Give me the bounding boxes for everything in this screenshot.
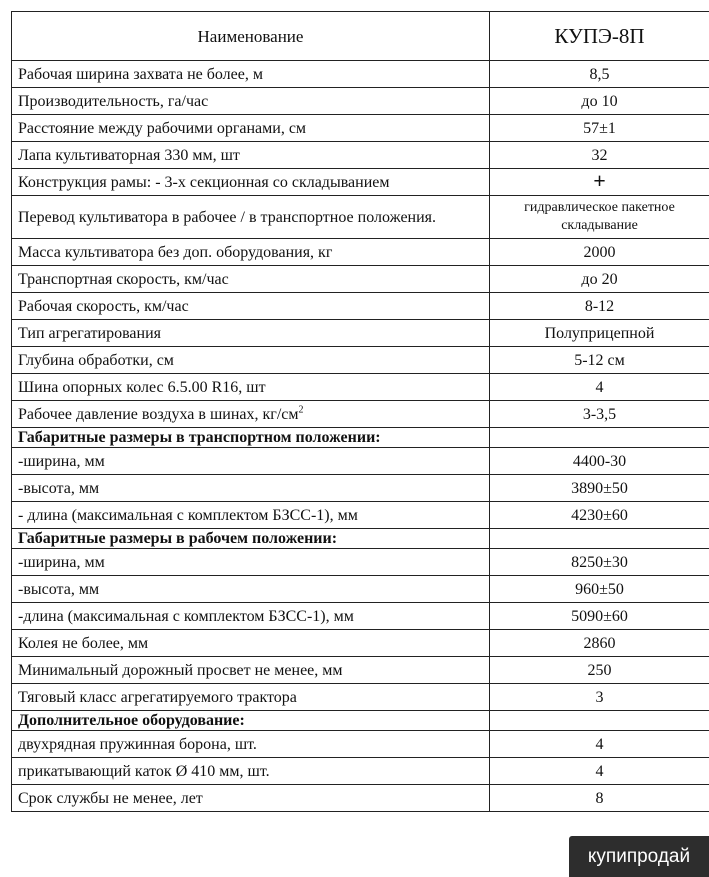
- param-value: 8250±30: [571, 553, 628, 571]
- table-row: [12, 401, 709, 428]
- param-value: 2000: [583, 243, 616, 261]
- table-row: [12, 142, 709, 169]
- param-name: Габаритные размеры в рабочем положении:: [18, 530, 338, 547]
- param-name-cell: [12, 239, 490, 266]
- param-name-cell: [12, 785, 490, 812]
- table-row: [12, 603, 709, 630]
- table-row: [12, 347, 709, 374]
- param-value-cell: [490, 239, 709, 266]
- param-name: -высота, мм: [18, 479, 100, 497]
- section-title: [12, 428, 490, 448]
- param-name: Производительность, га/час: [18, 92, 209, 110]
- param-value: 4: [595, 762, 604, 780]
- param-value: 8: [595, 789, 604, 807]
- table-section-row: [12, 529, 709, 549]
- param-value-cell: [490, 731, 709, 758]
- param-name: - длина (максимальная с комплектом БЗСС-1), мм: [18, 506, 358, 524]
- param-value: 5090±60: [571, 607, 628, 625]
- param-value-cell: [490, 684, 709, 711]
- param-name-cell: [12, 502, 490, 529]
- param-name: -длина (максимальная с комплектом БЗСС-1), мм: [18, 607, 354, 625]
- param-name: Масса культиватора без доп. оборудования, кг: [18, 243, 333, 261]
- table-row: [12, 169, 709, 196]
- param-value-cell: [490, 549, 709, 576]
- param-name: Срок службы не менее, лет: [18, 789, 203, 807]
- param-name: Рабочее давление воздуха в шинах, кг/см: [18, 405, 299, 423]
- param-value-cell: [490, 401, 709, 428]
- param-value-cell: [490, 266, 709, 293]
- section-title: [12, 711, 490, 731]
- param-value-cell: [490, 502, 709, 529]
- param-value-cell: [490, 785, 709, 812]
- param-value-cell: [490, 529, 709, 549]
- param-value: 3890±50: [571, 479, 628, 497]
- param-value-cell: [490, 347, 709, 374]
- param-value: 4: [595, 735, 604, 753]
- param-value-cell: [490, 603, 709, 630]
- param-value: 57±1: [583, 119, 616, 137]
- param-value-cell: [490, 61, 709, 88]
- param-name-cell: [12, 61, 490, 88]
- table-row: [12, 374, 709, 401]
- param-value-cell: [490, 196, 709, 239]
- param-value-cell: [490, 142, 709, 169]
- table-row: [12, 731, 709, 758]
- param-value: 5-12 см: [574, 351, 625, 369]
- spec-table: [11, 11, 709, 812]
- header-name-cell: Наименование: [12, 12, 490, 61]
- param-name-cell: [12, 630, 490, 657]
- param-name: Конструкция рамы: - 3-х секционная со складыванием: [18, 173, 390, 191]
- table-row: [12, 293, 709, 320]
- param-name: Минимальный дорожный просвет не менее, мм: [18, 661, 343, 679]
- param-name-cell: [12, 603, 490, 630]
- watermark-logo: купипродай: [569, 836, 709, 877]
- param-name-cell: [12, 475, 490, 502]
- param-value-cell: [490, 374, 709, 401]
- param-name-cell: [12, 266, 490, 293]
- param-value-cell: [490, 475, 709, 502]
- header-model-cell: КУПЭ-8П: [490, 12, 709, 61]
- param-value-cell: [490, 88, 709, 115]
- table-row: [12, 684, 709, 711]
- param-name: Лапа культиваторная 330 мм, шт: [18, 146, 240, 164]
- param-name-cell: [12, 549, 490, 576]
- param-value-cell: [490, 169, 709, 196]
- param-value: 32: [591, 146, 608, 164]
- param-value-cell: [490, 320, 709, 347]
- param-name: Транспортная скорость, км/час: [18, 270, 229, 288]
- param-value-cell: [490, 657, 709, 684]
- param-name: Глубина обработки, см: [18, 351, 174, 369]
- table-row: [12, 196, 709, 239]
- param-name-cell: [12, 169, 490, 196]
- param-value-cell: [490, 428, 709, 448]
- param-name-cell: [12, 115, 490, 142]
- table-row: [12, 115, 709, 142]
- spec-table-body: [12, 12, 709, 812]
- param-value: 960±50: [575, 580, 624, 598]
- param-name: Габаритные размеры в транспортном положении:: [18, 429, 381, 446]
- param-name-cell: [12, 196, 490, 239]
- param-name-cell: [12, 758, 490, 785]
- param-name-cell: [12, 320, 490, 347]
- param-name: Шина опорных колес 6.5.00 R16, шт: [18, 378, 266, 396]
- param-value: 8-12: [584, 297, 615, 315]
- param-name: Перевод культиватора в рабочее / в транспортное положения.: [18, 208, 437, 226]
- param-value-cell: [490, 758, 709, 785]
- param-name: -ширина, мм: [18, 452, 105, 470]
- table-row: [12, 576, 709, 603]
- table-header-row: [12, 12, 709, 61]
- param-value: Полуприцепной: [544, 324, 655, 342]
- param-value-cell: [490, 115, 709, 142]
- param-name-cell: [12, 88, 490, 115]
- table-row: [12, 549, 709, 576]
- param-value: 250: [587, 661, 612, 679]
- plus-mark: +: [593, 168, 606, 193]
- table-row: [12, 239, 709, 266]
- table-section-row: [12, 711, 709, 731]
- table-row: [12, 657, 709, 684]
- param-name: Рабочая ширина захвата не более, м: [18, 65, 263, 83]
- param-name-cell: [12, 684, 490, 711]
- param-value: 2860: [583, 634, 616, 652]
- param-name: Тип агрегатирования: [18, 324, 161, 342]
- param-value: 3-3,5: [582, 405, 617, 423]
- table-row: [12, 448, 709, 475]
- param-name: Расстояние между рабочими органами, см: [18, 119, 307, 137]
- param-value: 3: [595, 688, 604, 706]
- param-name-cell: [12, 448, 490, 475]
- param-value-cell: [490, 293, 709, 320]
- param-name-cell: [12, 374, 490, 401]
- param-name: Рабочая скорость, км/час: [18, 297, 189, 315]
- param-value: гидравлическое пакетное складывание: [524, 200, 675, 233]
- param-name: -высота, мм: [18, 580, 100, 598]
- param-name: -ширина, мм: [18, 553, 105, 571]
- param-value: 8,5: [589, 65, 610, 83]
- param-value: 4230±60: [571, 506, 628, 524]
- param-name-cell: [12, 142, 490, 169]
- param-value-cell: [490, 576, 709, 603]
- param-name-cell: [12, 576, 490, 603]
- param-value-cell: [490, 711, 709, 731]
- table-row: [12, 320, 709, 347]
- param-name-cell: [12, 347, 490, 374]
- param-name-cell: [12, 293, 490, 320]
- param-name: двухрядная пружинная борона, шт.: [18, 735, 257, 753]
- param-name: Тяговый класс агрегатируемого трактора: [18, 688, 297, 706]
- param-value-cell: [490, 448, 709, 475]
- table-row: [12, 630, 709, 657]
- param-value: до 10: [581, 92, 618, 110]
- table-row: [12, 88, 709, 115]
- param-name: прикатывающий каток Ø 410 мм, шт.: [18, 762, 270, 780]
- param-value: 4: [595, 378, 604, 396]
- param-name: Колея не более, мм: [18, 634, 149, 652]
- param-name-cell: [12, 657, 490, 684]
- section-title: [12, 529, 490, 549]
- table-row: [12, 502, 709, 529]
- param-name: Дополнительное оборудование:: [18, 712, 245, 729]
- param-name-cell: [12, 731, 490, 758]
- param-value: до 20: [581, 270, 618, 288]
- param-value: 4400-30: [572, 452, 627, 470]
- param-name-cell: [12, 401, 490, 428]
- table-row: [12, 266, 709, 293]
- unit-superscript: 2: [298, 404, 304, 416]
- table-row: [12, 785, 709, 812]
- param-value-cell: [490, 630, 709, 657]
- table-row: [12, 61, 709, 88]
- table-row: [12, 758, 709, 785]
- table-section-row: [12, 428, 709, 448]
- table-row: [12, 475, 709, 502]
